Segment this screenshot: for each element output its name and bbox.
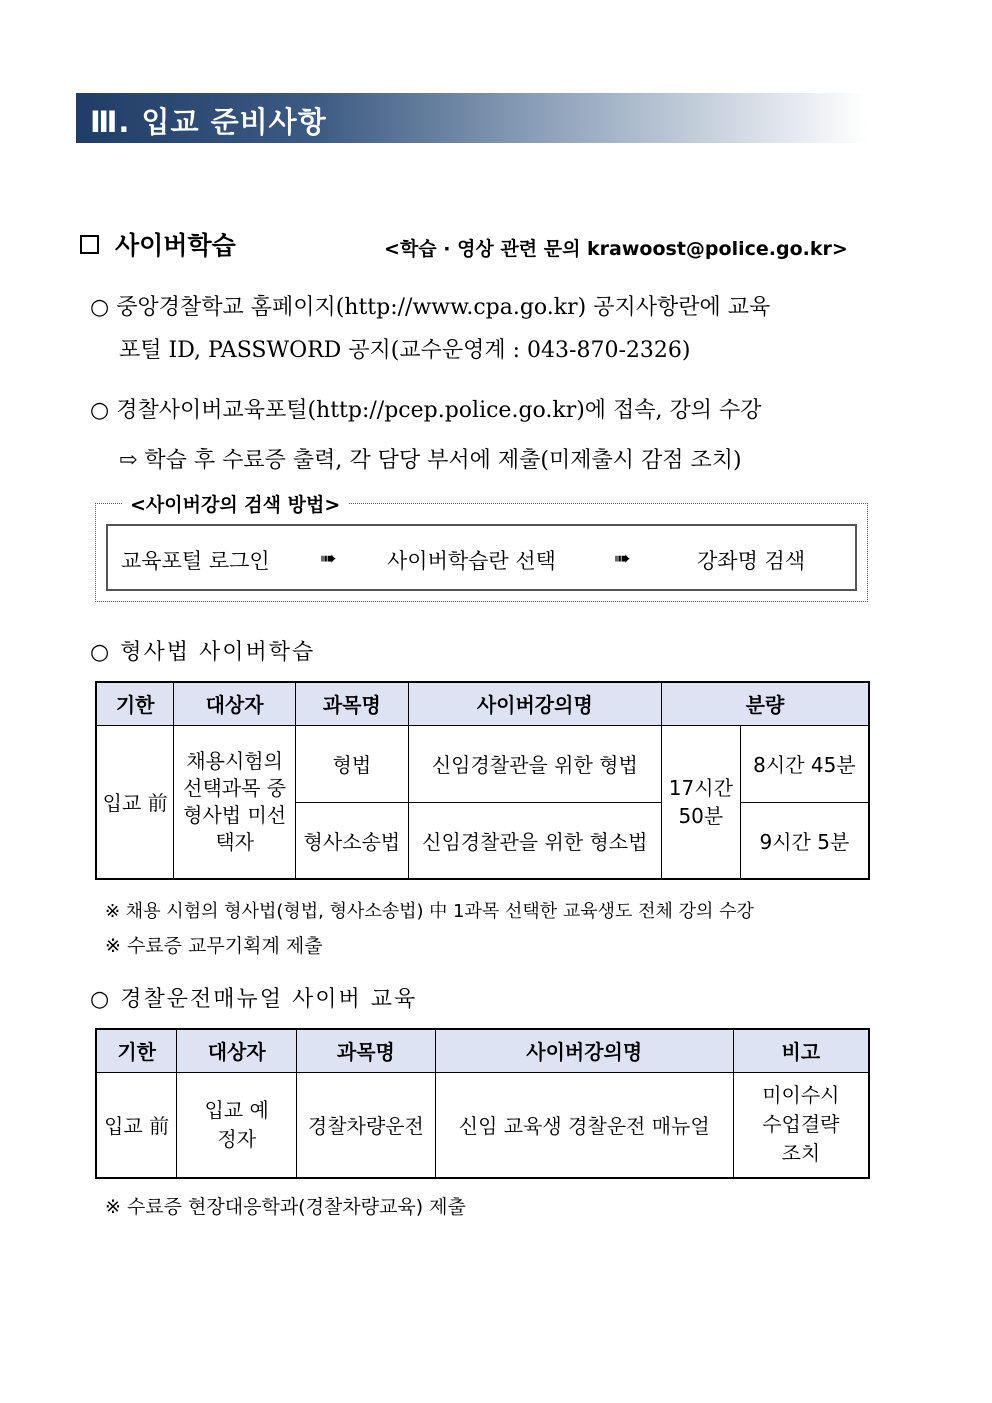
cell-total-duration: 17시간 50분 <box>661 725 740 879</box>
header-subject: 과목명 <box>296 682 409 725</box>
driving-table <box>95 1028 870 1179</box>
header-period: 기한 <box>96 682 174 725</box>
header-lecture: 사이버강의명 <box>435 1029 733 1072</box>
header-remark: 비고 <box>733 1029 869 1072</box>
cell-subject: 형사소송법 <box>296 802 409 879</box>
header-lecture: 사이버강의명 <box>408 682 661 725</box>
criminal-law-table <box>95 681 870 880</box>
header-duration: 분량 <box>661 682 869 725</box>
driving-heading: ○ 경찰운전매뉴얼 사이버 교육 <box>90 987 418 1012</box>
criminal-law-note-2: ※ 수료증 교무기획계 제출 <box>105 935 323 957</box>
arrow-right-icon: ➠ <box>320 546 337 570</box>
search-method-legend: <사이버강의 검색 방법> <box>122 490 348 517</box>
header-subject: 과목명 <box>297 1029 436 1072</box>
header-target: 대상자 <box>177 1029 297 1072</box>
cyber-learning-heading <box>80 226 236 262</box>
cell-lecture: 신임경찰관을 위한 형소법 <box>408 802 661 879</box>
contact-info: <학습 · 영상 관련 문의 krawoost@police.go.kr> <box>384 238 848 260</box>
cell-period: 입교 前 <box>96 725 174 879</box>
criminal-law-heading: ○ 형사법 사이버학습 <box>90 640 316 665</box>
cell-duration: 8시간 45분 <box>740 725 869 802</box>
section-title: Ⅲ. 입교 준비사항 <box>90 105 327 139</box>
step-select-cyber: 사이버학습란 선택 <box>387 549 556 573</box>
cell-lecture: 신임경찰관을 위한 형법 <box>408 725 661 802</box>
step-search-course: 강좌명 검색 <box>697 549 806 573</box>
cell-remark: 미이수시 수업결략 조치 <box>733 1072 869 1178</box>
cell-duration: 9시간 5분 <box>740 802 869 879</box>
paragraph-portal-id: 포털 ID, PASSWORD 공지(교수운영계 : 043-870-2326) <box>119 338 691 363</box>
paragraph-homepage: ○ 중앙경찰학교 홈페이지(http://www.cpa.go.kr) 공지사항란에 교육 <box>90 295 771 320</box>
paragraph-cyber-portal: ○ 경찰사이버교육포털(http://pcep.police.go.kr)에 접속, 강의 수강 <box>90 398 762 423</box>
cell-target: 채용시험의 선택과목 중 형사법 미선택자 <box>174 725 296 879</box>
checkbox-icon <box>80 235 99 254</box>
header-period: 기한 <box>96 1029 177 1072</box>
cell-lecture: 신임 교육생 경찰운전 매뉴얼 <box>435 1072 733 1178</box>
arrow-right-icon: ➠ <box>614 546 631 570</box>
cell-period: 입교 前 <box>96 1072 177 1178</box>
criminal-law-note-1: ※ 채용 시험의 형사법(형법, 형사소송법) 中 1과목 선택한 교육생도 전체 강의 수강 <box>105 901 754 922</box>
cell-subject: 형법 <box>296 725 409 802</box>
cell-subject: 경찰차량운전 <box>297 1072 436 1178</box>
cell-target: 입교 예정자 <box>177 1072 297 1178</box>
paragraph-certificate: ⇨ 학습 후 수료증 출력, 각 담당 부서에 제출(미제출시 감점 조치) <box>119 448 742 473</box>
cyber-heading-text: 사이버학습 <box>115 231 236 260</box>
step-portal-login: 교육포털 로그인 <box>121 549 270 573</box>
driving-note: ※ 수료증 현장대응학과(경찰차량교육) 제출 <box>105 1196 466 1218</box>
header-target: 대상자 <box>174 682 296 725</box>
